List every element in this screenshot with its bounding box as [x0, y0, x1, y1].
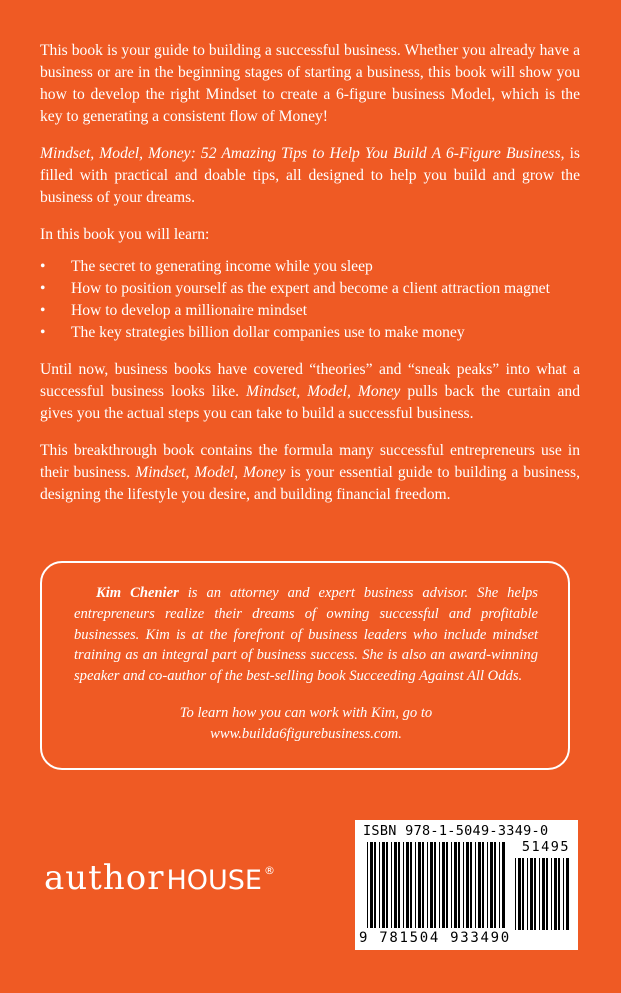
- book-description-paragraph: [40, 143, 580, 209]
- author-bio-box: [40, 561, 570, 770]
- publisher-logo: [44, 858, 276, 898]
- ean-number: 9 781504 933490: [359, 930, 511, 946]
- contact-line: To learn how you can work with Kim, go to: [179, 704, 433, 721]
- book-title: Mindset, Model, Money: 52 Amazing Tips to Help You Build A 6-Figure Business: [40, 145, 561, 162]
- paragraph-text: is your essential guide to building a business, designing the lifestyle you desire, and building financial freedom.: [40, 464, 580, 503]
- contact-info: [74, 703, 538, 745]
- list-item: • The key strategies billion dollar companies use to make money: [40, 322, 580, 344]
- learn-list: [40, 256, 580, 344]
- paragraph-text: Until now, business books have covered “theories” and “sneak peaks” into what a successful business looks like.: [40, 361, 580, 400]
- publisher-name-part1: author: [44, 858, 165, 898]
- paragraph-text: This breakthrough book contains the formula many successful entrepreneurs use in their business.: [40, 442, 580, 481]
- theories-paragraph: [40, 359, 580, 425]
- paragraph-text: pulls back the curtain and gives you the actual steps you can take to build a successful business.: [40, 383, 580, 422]
- author-bio: [74, 583, 538, 687]
- list-item: • How to develop a millionaire mindset: [40, 300, 580, 322]
- list-item: • How to position yourself as the expert and become a client attraction magnet: [40, 278, 580, 300]
- learn-heading: In this book you will learn:: [40, 226, 210, 243]
- list-item: • The secret to generating income while you sleep: [40, 256, 580, 278]
- author-bio-text: is an attorney and expert business advisor. She helps entrepreneurs realize their dreams of owning successful and profitable businesses. Kim is at the forefront of business leaders who include mindset training as an integral part of business success. She is also an award-winning speaker and co-author of the best-selling book Succeeding Against All Odds.: [74, 585, 538, 685]
- book-title: Mindset, Model, Money: [246, 383, 401, 400]
- price-code: 51495: [521, 839, 570, 855]
- intro-paragraph: This book is your guide to building a successful business. Whether you already have a business or are in the beginning stages of starting a business, this book will show you how to develop the right Mindset to create a 6-figure business Model, which is the key to generating a consistent flow of Money!: [40, 42, 580, 125]
- isbn-number: ISBN 978-1-5049-3349-0: [363, 823, 549, 839]
- back-cover-text: [40, 40, 580, 521]
- registered-mark: ®: [263, 864, 276, 877]
- author-name: Kim Chenier: [96, 585, 179, 601]
- description-text: , is filled with practical and doable tips, all designed to help you build and grow the business of your dreams.: [40, 145, 581, 206]
- book-title: Mindset, Model, Money: [135, 464, 286, 481]
- breakthrough-paragraph: [40, 440, 580, 506]
- publisher-name-part2: HOUSE: [166, 865, 262, 896]
- isbn-barcode: [355, 820, 578, 950]
- website-link[interactable]: www.builda6figurebusiness.com.: [210, 725, 402, 742]
